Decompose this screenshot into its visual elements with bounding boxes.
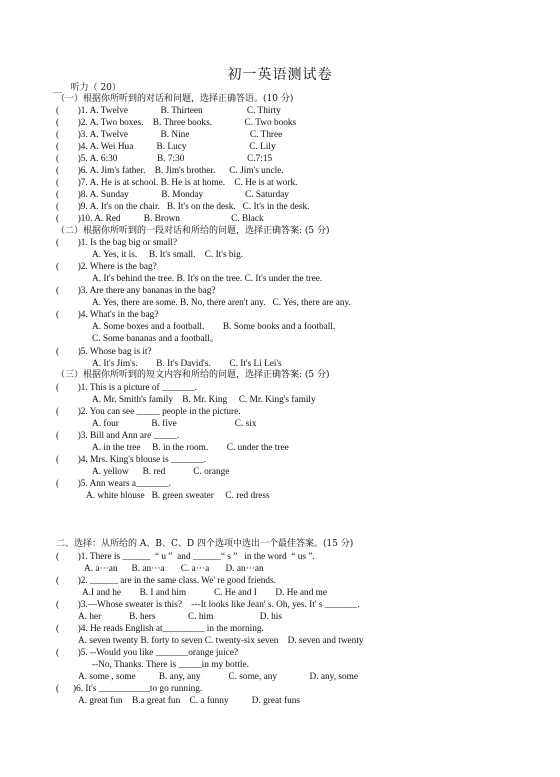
question-line: ( )9. A. It's on the chair. B. It's on the desk. C. It's in the desk.: [56, 202, 310, 212]
question-line: ( )4. Mrs. King's blouse is _______.: [56, 455, 206, 465]
question-line: A. It's Jim's. B. It's David's. C. It's Li Lei's: [92, 359, 282, 369]
question-line: A. a···an B. an···a C. a···a D. an···an: [84, 564, 264, 574]
question-line: A. some , some B. any, any C. some, any D. any, some: [78, 672, 358, 682]
question-line: A. Some boxes and a football. B. Some books and a football.: [92, 322, 336, 332]
question-line: ( )3.—Whose sweater is this? ---It looks like Jean' s. Oh, yes. It' s _______.: [56, 600, 360, 610]
question-line: ( )5. Ann wears a_______.: [56, 479, 171, 489]
question-line: ( )10. A. Red B. Brown C. Black: [56, 214, 264, 224]
question-line: ( )3. Are there any bananas in the bag?: [56, 286, 216, 296]
question-line: ( )1. A. Twelve B. Thirteen C. Thirty: [56, 106, 281, 116]
question-line: A. white blouse B. green sweater C. red dress: [86, 491, 270, 501]
question-line: ( )4. What's in the bag?: [56, 310, 159, 320]
question-line: ( )8. A. Sunday B. Monday C. Saturday: [56, 190, 289, 200]
question-line: C. Some bananas and a football。: [92, 334, 220, 344]
section-heading: （三）根据你所听到的短文内容和所给的问题，选择正确答案: (5 分): [56, 370, 330, 380]
question-line: A. It's behind the tree. B. It's on the tree. C. It's under the tree.: [92, 274, 323, 284]
question-line: ( )7. A. He is at school. B. He is at home. C. He is at work.: [56, 178, 298, 188]
section-heading: __ 听力（ 20）: [53, 83, 121, 93]
question-line: A. in the tree B. in the room. C. under the tree: [92, 443, 289, 453]
question-line: ( )2. A. Two boxes. B. Three books. C. Two books: [56, 118, 297, 128]
question-line: A. Mr. Smith's family B. Mr. King C. Mr. King's family: [92, 395, 316, 405]
question-line: A. great fun B.a great fun C. a funny D. great funs: [78, 696, 301, 706]
section-heading: 二、选择：从所给的 A、B、C、D 四个选项中选出一个最佳答案。(15 分): [56, 539, 354, 549]
question-line: ( )1. Is the bag big or small?: [56, 238, 178, 248]
question-line: ( )2. ______ are in the same class. We' re good friends.: [56, 576, 276, 586]
question-line: A. seven twenty B. forty to seven C. twenty-six seven D. seven and twenty: [78, 636, 364, 646]
question-line: ( )5. A. 6:30 B. 7:30 C.7:15: [56, 154, 273, 164]
page-title: 初一英语测试卷: [227, 67, 333, 83]
question-line: --No, Thanks. There is _____in my bottle.: [92, 660, 249, 670]
question-line: A.I and he B. I and him C. He and I D. He and me: [82, 588, 328, 598]
question-line: A. four B. five C. six: [92, 419, 257, 429]
question-line: ( )3. Bill and Ann are _____.: [56, 431, 180, 441]
question-line: A. her B. hers C. him D. his: [78, 612, 283, 622]
question-line: ( )5. --Would you like _______orange juice?: [56, 648, 239, 658]
section-heading: （二）根据你所听到的一段对话和所给的问题，选择正确答案: (5 分): [56, 226, 330, 236]
question-line: ( )4. He reads English at_________ in the morning.: [56, 624, 264, 634]
question-line: ( )4. A. Wei Hua B. Lucy C. Lily: [56, 142, 276, 152]
question-line: A. Yes, it is. B. It's small. C. It's big.: [92, 250, 244, 260]
question-line: ( )1. This is a picture of _______.: [56, 383, 197, 393]
section-heading: （一）根据你所听到的对话和问题，选择正确答语。(10 分): [56, 94, 294, 104]
question-line: ( )2. Where is the bag?: [56, 262, 157, 272]
question-line: ( )3. A. Twelve B. Nine C. Three: [56, 130, 283, 140]
question-line: ( )6. A. Jim's father. B. Jim's brother. C. Jim's uncle.: [56, 166, 284, 176]
question-line: ( )1. There is ______ “ u ” and ______“ s ” in the word “ us ”.: [56, 552, 315, 562]
question-line: A. Yes, there are some. B. No, there aren't any. C. Yes, there are any.: [92, 298, 351, 308]
question-line: ( )2. You can see _____ people in the picture.: [56, 407, 241, 417]
question-line: A. yellow B. red C. orange: [92, 467, 230, 477]
question-line: ( )5. Whose bag is it?: [56, 347, 152, 357]
question-line: ( )6. It's ___________to go running.: [56, 684, 203, 694]
